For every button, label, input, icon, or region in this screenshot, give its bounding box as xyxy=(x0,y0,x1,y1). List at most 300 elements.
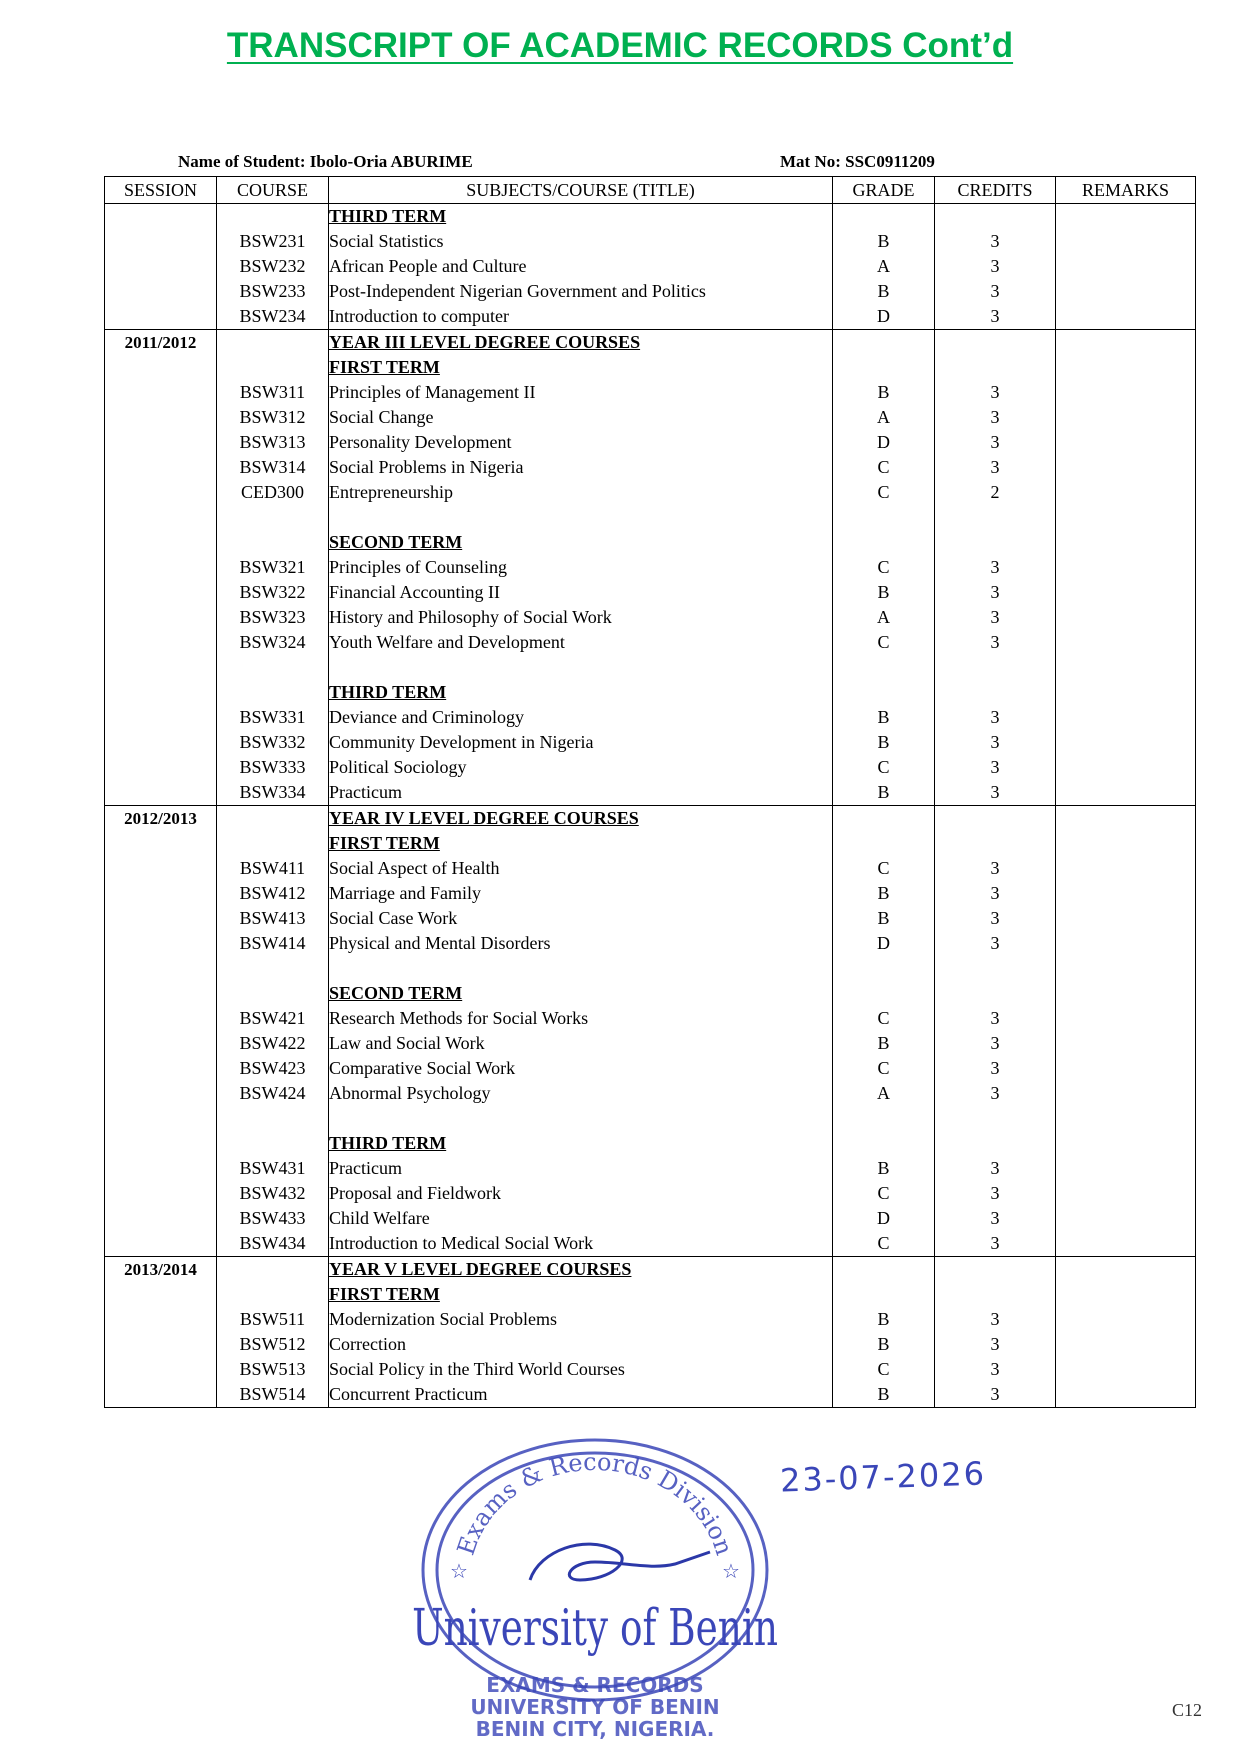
table-row xyxy=(105,1006,1196,1031)
remarks-cell xyxy=(1056,1206,1196,1231)
remarks-cell xyxy=(1056,981,1196,1006)
credits-cell: 3 xyxy=(935,630,1056,655)
remarks-cell xyxy=(1056,430,1196,455)
course-code: BSW312 xyxy=(217,405,329,430)
credits-cell: 3 xyxy=(935,430,1056,455)
session-cell xyxy=(105,1056,217,1081)
session-cell xyxy=(105,680,217,705)
course-title: Post-Independent Nigerian Government and Politics xyxy=(329,279,833,304)
session-cell xyxy=(105,981,217,1006)
section-heading-row xyxy=(105,981,1196,1006)
remarks-cell xyxy=(1056,555,1196,580)
document-title: TRANSCRIPT OF ACADEMIC RECORDS Cont’d xyxy=(226,26,1014,65)
course-title: Practicum xyxy=(329,1156,833,1181)
grade-cell: D xyxy=(833,304,935,330)
page-number: C12 xyxy=(1172,1700,1203,1720)
table-row xyxy=(105,780,1196,806)
remarks-cell xyxy=(1056,1382,1196,1408)
course-title: Youth Welfare and Development xyxy=(329,630,833,655)
course-code: BSW331 xyxy=(217,705,329,730)
session-cell xyxy=(105,1081,217,1106)
credits-cell: 3 xyxy=(935,1231,1056,1257)
section-heading: YEAR IV LEVEL DEGREE COURSES xyxy=(329,808,639,828)
course-code xyxy=(217,204,329,230)
session-cell xyxy=(105,580,217,605)
section-heading-row xyxy=(105,1131,1196,1156)
grade-cell: D xyxy=(833,1206,935,1231)
credits-cell: 3 xyxy=(935,1081,1056,1106)
course-code: BSW514 xyxy=(217,1382,329,1408)
session-cell xyxy=(105,755,217,780)
session-cell xyxy=(105,831,217,856)
section-heading: FIRST TERM xyxy=(329,357,440,377)
course-title xyxy=(329,680,833,705)
remarks-cell xyxy=(1056,580,1196,605)
course-title: Social Change xyxy=(329,405,833,430)
credits-cell: 2 xyxy=(935,480,1056,505)
section-heading-row xyxy=(105,330,1196,356)
credits-cell xyxy=(935,1282,1056,1307)
course-code: BSW434 xyxy=(217,1231,329,1257)
grade-cell xyxy=(833,1131,935,1156)
table-row xyxy=(105,1206,1196,1231)
table-row xyxy=(105,1106,1196,1131)
course-code: BSW313 xyxy=(217,430,329,455)
credits-cell: 3 xyxy=(935,1181,1056,1206)
remarks-cell xyxy=(1056,1307,1196,1332)
remarks-cell xyxy=(1056,931,1196,956)
credits-cell xyxy=(935,680,1056,705)
course-title: Concurrent Practicum xyxy=(329,1382,833,1408)
session-cell xyxy=(105,229,217,254)
session-cell xyxy=(105,630,217,655)
credits-cell xyxy=(935,1106,1056,1131)
remarks-cell xyxy=(1056,254,1196,279)
course-title: Political Sociology xyxy=(329,755,833,780)
credits-cell xyxy=(935,204,1056,230)
credits-cell: 3 xyxy=(935,906,1056,931)
grade-cell: C xyxy=(833,1231,935,1257)
remarks-cell xyxy=(1056,1106,1196,1131)
credits-cell xyxy=(935,1131,1056,1156)
table-row xyxy=(105,956,1196,981)
credits-cell: 3 xyxy=(935,705,1056,730)
course-title: Introduction to computer xyxy=(329,304,833,330)
section-heading-row xyxy=(105,1257,1196,1283)
course-title: History and Philosophy of Social Work xyxy=(329,605,833,630)
remarks-cell xyxy=(1056,1181,1196,1206)
remarks-cell xyxy=(1056,1332,1196,1357)
credits-cell: 3 xyxy=(935,304,1056,330)
grade-cell xyxy=(833,355,935,380)
col-grade-header: GRADE xyxy=(833,177,935,204)
remarks-cell xyxy=(1056,1231,1196,1257)
credits-cell xyxy=(935,655,1056,680)
credits-cell xyxy=(935,806,1056,832)
remarks-cell xyxy=(1056,1031,1196,1056)
student-info xyxy=(0,152,1240,174)
section-heading-row xyxy=(105,806,1196,832)
grade-cell: C xyxy=(833,555,935,580)
course-code: BSW431 xyxy=(217,1156,329,1181)
table-row xyxy=(105,1332,1196,1357)
course-code: BSW423 xyxy=(217,1056,329,1081)
session-cell xyxy=(105,279,217,304)
stamp-star-icon-right: ☆ xyxy=(722,1559,740,1583)
grade-cell xyxy=(833,530,935,555)
course-code xyxy=(217,981,329,1006)
course-title xyxy=(329,1106,833,1131)
grade-cell: D xyxy=(833,931,935,956)
course-title: Law and Social Work xyxy=(329,1031,833,1056)
credits-cell: 3 xyxy=(935,455,1056,480)
table-row xyxy=(105,755,1196,780)
course-code: BSW412 xyxy=(217,881,329,906)
remarks-cell xyxy=(1056,755,1196,780)
grade-cell xyxy=(833,981,935,1006)
table-row xyxy=(105,1181,1196,1206)
grade-cell: B xyxy=(833,1156,935,1181)
course-title xyxy=(329,1282,833,1307)
credits-cell: 3 xyxy=(935,1006,1056,1031)
course-title: Social Policy in the Third World Courses xyxy=(329,1357,833,1382)
stamp-lower-text-3: BENIN CITY, NIGERIA. xyxy=(475,1717,715,1740)
section-heading-row xyxy=(105,831,1196,856)
course-code xyxy=(217,1131,329,1156)
session-cell xyxy=(105,555,217,580)
course-code: BSW321 xyxy=(217,555,329,580)
session-cell xyxy=(105,530,217,555)
table-row xyxy=(105,480,1196,505)
stamp-lower-text-2: UNIVERSITY OF BENIN xyxy=(470,1695,720,1719)
course-code: BSW424 xyxy=(217,1081,329,1106)
course-code: BSW414 xyxy=(217,931,329,956)
remarks-cell xyxy=(1056,831,1196,856)
credits-cell: 3 xyxy=(935,1382,1056,1408)
course-title: Community Development in Nigeria xyxy=(329,730,833,755)
table-header-row xyxy=(105,177,1196,204)
course-title: Modernization Social Problems xyxy=(329,1307,833,1332)
credits-cell: 3 xyxy=(935,1056,1056,1081)
table-row xyxy=(105,304,1196,330)
table-row xyxy=(105,1156,1196,1181)
course-code xyxy=(217,1282,329,1307)
session-cell xyxy=(105,380,217,405)
grade-cell: B xyxy=(833,1332,935,1357)
session-cell xyxy=(105,1006,217,1031)
remarks-cell xyxy=(1056,1081,1196,1106)
table-row xyxy=(105,580,1196,605)
col-subject-header: SUBJECTS/COURSE (TITLE) xyxy=(329,177,833,204)
session-cell xyxy=(105,1332,217,1357)
grade-cell xyxy=(833,806,935,832)
credits-cell: 3 xyxy=(935,1156,1056,1181)
course-code xyxy=(217,1106,329,1131)
course-title: Social Problems in Nigeria xyxy=(329,455,833,480)
course-code: BSW332 xyxy=(217,730,329,755)
remarks-cell xyxy=(1056,780,1196,806)
remarks-cell xyxy=(1056,204,1196,230)
remarks-cell xyxy=(1056,1056,1196,1081)
remarks-cell xyxy=(1056,956,1196,981)
course-title: Personality Development xyxy=(329,430,833,455)
remarks-cell xyxy=(1056,1131,1196,1156)
remarks-cell xyxy=(1056,279,1196,304)
course-code: BSW421 xyxy=(217,1006,329,1031)
remarks-cell xyxy=(1056,655,1196,680)
transcript-table xyxy=(104,176,1196,1408)
course-code xyxy=(217,355,329,380)
course-title xyxy=(329,806,833,832)
table-row xyxy=(105,455,1196,480)
session-cell xyxy=(105,355,217,380)
grade-cell: B xyxy=(833,906,935,931)
grade-cell: A xyxy=(833,605,935,630)
session-cell xyxy=(105,856,217,881)
credits-cell xyxy=(935,505,1056,530)
course-title: Deviance and Criminology xyxy=(329,705,833,730)
table-row xyxy=(105,730,1196,755)
remarks-cell xyxy=(1056,856,1196,881)
remarks-cell xyxy=(1056,705,1196,730)
session-cell xyxy=(105,605,217,630)
credits-cell: 3 xyxy=(935,931,1056,956)
course-title xyxy=(329,1131,833,1156)
table-row xyxy=(105,1056,1196,1081)
course-code: BSW513 xyxy=(217,1357,329,1382)
table-row xyxy=(105,430,1196,455)
grade-cell: B xyxy=(833,881,935,906)
table-row xyxy=(105,1382,1196,1408)
grade-cell: B xyxy=(833,279,935,304)
table-row xyxy=(105,881,1196,906)
credits-cell xyxy=(935,355,1056,380)
university-stamp xyxy=(410,1430,780,1740)
course-code xyxy=(217,680,329,705)
session-cell xyxy=(105,1206,217,1231)
course-title: Abnormal Psychology xyxy=(329,1081,833,1106)
session-cell xyxy=(105,1181,217,1206)
remarks-cell xyxy=(1056,229,1196,254)
grade-cell xyxy=(833,204,935,230)
remarks-cell xyxy=(1056,330,1196,356)
remarks-cell xyxy=(1056,530,1196,555)
credits-cell xyxy=(935,981,1056,1006)
session-cell xyxy=(105,730,217,755)
course-code: BSW433 xyxy=(217,1206,329,1231)
session-cell xyxy=(105,1131,217,1156)
table-row xyxy=(105,856,1196,881)
remarks-cell xyxy=(1056,1282,1196,1307)
credits-cell: 3 xyxy=(935,755,1056,780)
section-heading: THIRD TERM xyxy=(329,682,447,702)
course-title xyxy=(329,655,833,680)
grade-cell: B xyxy=(833,1307,935,1332)
session-cell: 2012/2013 xyxy=(105,806,217,832)
col-credits-header: CREDITS xyxy=(935,177,1056,204)
course-code: BSW323 xyxy=(217,605,329,630)
remarks-cell xyxy=(1056,806,1196,832)
stamp-lower-text-1: EXAMS & RECORDS xyxy=(486,1673,704,1697)
course-title xyxy=(329,204,833,230)
grade-cell: C xyxy=(833,1006,935,1031)
course-title: Social Case Work xyxy=(329,906,833,931)
matric-number: Mat No: SSC0911209 xyxy=(780,152,935,171)
session-cell xyxy=(105,254,217,279)
session-cell xyxy=(105,1357,217,1382)
section-heading: SECOND TERM xyxy=(329,983,463,1003)
course-code xyxy=(217,831,329,856)
grade-cell: C xyxy=(833,1056,935,1081)
remarks-cell xyxy=(1056,730,1196,755)
session-cell xyxy=(105,780,217,806)
section-heading-row xyxy=(105,680,1196,705)
course-title xyxy=(329,330,833,356)
course-title xyxy=(329,1257,833,1283)
grade-cell xyxy=(833,655,935,680)
course-code: BSW234 xyxy=(217,304,329,330)
credits-cell xyxy=(935,956,1056,981)
course-title: Practicum xyxy=(329,780,833,806)
table-row xyxy=(105,1357,1196,1382)
grade-cell: B xyxy=(833,380,935,405)
remarks-cell xyxy=(1056,1156,1196,1181)
session-cell xyxy=(105,304,217,330)
grade-cell: C xyxy=(833,630,935,655)
table-row xyxy=(105,229,1196,254)
table-row xyxy=(105,630,1196,655)
table-row xyxy=(105,380,1196,405)
course-title xyxy=(329,956,833,981)
grade-cell: C xyxy=(833,755,935,780)
grade-cell: C xyxy=(833,455,935,480)
credits-cell xyxy=(935,831,1056,856)
credits-cell: 3 xyxy=(935,279,1056,304)
stamp-center-text: University of Benin xyxy=(412,1599,778,1658)
course-title: Introduction to Medical Social Work xyxy=(329,1231,833,1257)
grade-cell xyxy=(833,1257,935,1283)
credits-cell: 3 xyxy=(935,856,1056,881)
course-title: Physical and Mental Disorders xyxy=(329,931,833,956)
table-row xyxy=(105,555,1196,580)
course-code: BSW314 xyxy=(217,455,329,480)
course-code xyxy=(217,530,329,555)
table-row xyxy=(105,705,1196,730)
remarks-cell xyxy=(1056,304,1196,330)
credits-cell: 3 xyxy=(935,555,1056,580)
course-code: BSW311 xyxy=(217,380,329,405)
credits-cell: 3 xyxy=(935,580,1056,605)
credits-cell: 3 xyxy=(935,730,1056,755)
course-code: BSW422 xyxy=(217,1031,329,1056)
credits-cell: 3 xyxy=(935,229,1056,254)
grade-cell: B xyxy=(833,780,935,806)
session-cell xyxy=(105,1106,217,1131)
grade-cell: A xyxy=(833,254,935,279)
credits-cell: 3 xyxy=(935,1307,1056,1332)
session-cell xyxy=(105,480,217,505)
credits-cell: 3 xyxy=(935,380,1056,405)
remarks-cell xyxy=(1056,380,1196,405)
course-title: Principles of Counseling xyxy=(329,555,833,580)
course-title: Correction xyxy=(329,1332,833,1357)
course-title: Entrepreneurship xyxy=(329,480,833,505)
credits-cell: 3 xyxy=(935,1206,1056,1231)
grade-cell xyxy=(833,831,935,856)
table-row xyxy=(105,605,1196,630)
grade-cell: C xyxy=(833,480,935,505)
credits-cell xyxy=(935,530,1056,555)
table-row xyxy=(105,1031,1196,1056)
section-heading: YEAR III LEVEL DEGREE COURSES xyxy=(329,332,641,352)
remarks-cell xyxy=(1056,1357,1196,1382)
col-session-header: SESSION xyxy=(105,177,217,204)
course-title: Marriage and Family xyxy=(329,881,833,906)
grade-cell xyxy=(833,330,935,356)
credits-cell: 3 xyxy=(935,605,1056,630)
session-cell xyxy=(105,430,217,455)
col-course-header: COURSE xyxy=(217,177,329,204)
session-cell: 2013/2014 xyxy=(105,1257,217,1283)
course-code: BSW322 xyxy=(217,580,329,605)
course-title: African People and Culture xyxy=(329,254,833,279)
table-row xyxy=(105,1081,1196,1106)
section-heading-row xyxy=(105,204,1196,230)
credits-cell: 3 xyxy=(935,780,1056,806)
course-code: BSW432 xyxy=(217,1181,329,1206)
course-title: Child Welfare xyxy=(329,1206,833,1231)
session-cell xyxy=(105,705,217,730)
grade-cell: A xyxy=(833,405,935,430)
remarks-cell xyxy=(1056,1006,1196,1031)
course-title: Principles of Management II xyxy=(329,380,833,405)
course-title: Proposal and Fieldwork xyxy=(329,1181,833,1206)
table-row xyxy=(105,906,1196,931)
session-cell xyxy=(105,1156,217,1181)
table-row xyxy=(105,655,1196,680)
table-row xyxy=(105,1231,1196,1257)
remarks-cell xyxy=(1056,455,1196,480)
session-cell xyxy=(105,1231,217,1257)
section-heading: SECOND TERM xyxy=(329,532,463,552)
remarks-cell xyxy=(1056,680,1196,705)
course-code: BSW411 xyxy=(217,856,329,881)
course-title: Comparative Social Work xyxy=(329,1056,833,1081)
table-row xyxy=(105,405,1196,430)
section-heading: FIRST TERM xyxy=(329,833,440,853)
grade-cell: C xyxy=(833,1181,935,1206)
credits-cell xyxy=(935,330,1056,356)
course-code: BSW413 xyxy=(217,906,329,931)
remarks-cell xyxy=(1056,1257,1196,1283)
session-cell xyxy=(105,405,217,430)
course-code: BSW512 xyxy=(217,1332,329,1357)
course-code: BSW511 xyxy=(217,1307,329,1332)
session-cell xyxy=(105,505,217,530)
section-heading-row xyxy=(105,355,1196,380)
course-code: BSW334 xyxy=(217,780,329,806)
grade-cell: B xyxy=(833,229,935,254)
session-cell xyxy=(105,1382,217,1408)
session-cell xyxy=(105,931,217,956)
course-code xyxy=(217,806,329,832)
credits-cell: 3 xyxy=(935,1031,1056,1056)
remarks-cell xyxy=(1056,906,1196,931)
session-cell xyxy=(105,455,217,480)
grade-cell xyxy=(833,1282,935,1307)
section-heading: FIRST TERM xyxy=(329,1284,440,1304)
grade-cell: C xyxy=(833,1357,935,1382)
